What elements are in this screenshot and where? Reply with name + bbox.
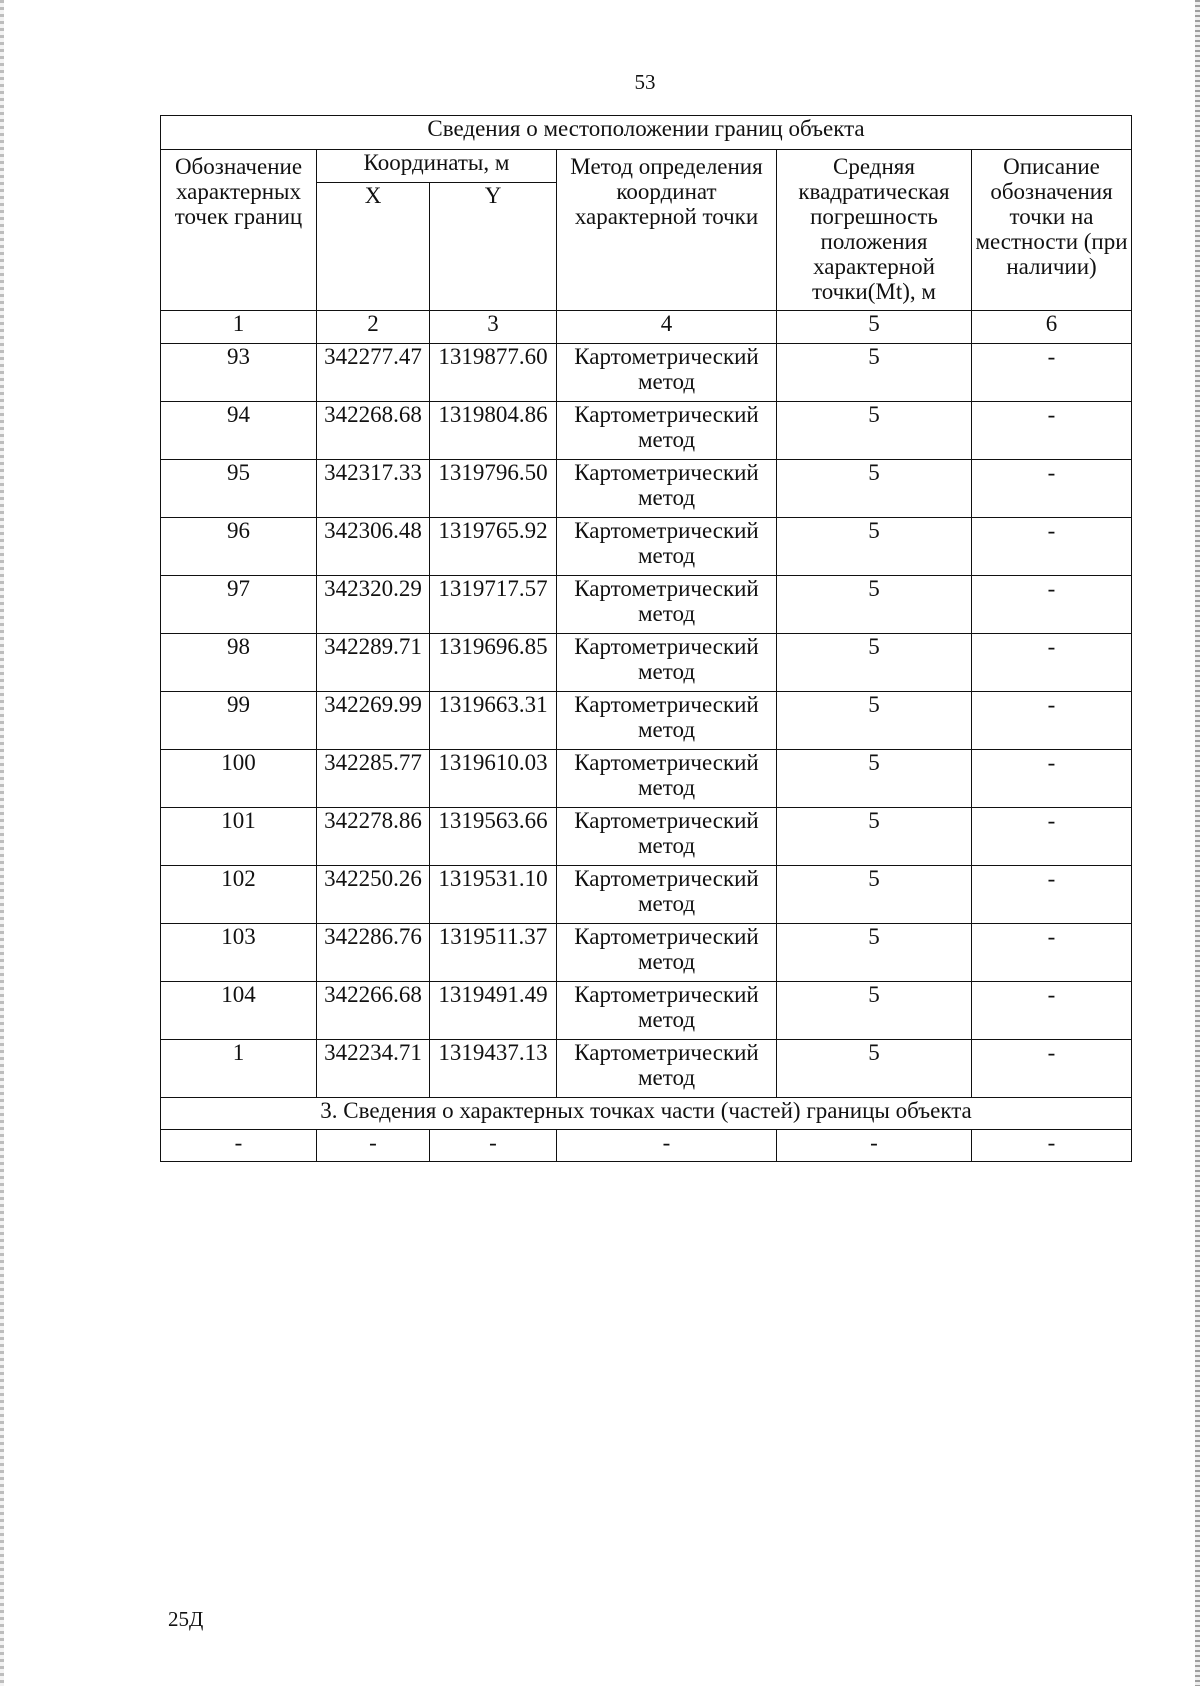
table-row xyxy=(161,808,1132,866)
cell-y: 1319717.57 xyxy=(430,576,557,634)
cell-mt: 5 xyxy=(777,692,972,750)
table-row xyxy=(161,518,1132,576)
cell-description: - xyxy=(972,1040,1132,1098)
column-number: 2 xyxy=(317,311,430,344)
column-number-row xyxy=(161,311,1132,344)
cell-x: 342320.29 xyxy=(317,576,430,634)
table-caption: Сведения о местоположении границ объекта xyxy=(161,116,1132,150)
boundary-points-table xyxy=(160,115,1132,1162)
cell-mt: 5 xyxy=(777,750,972,808)
cell-point: 103 xyxy=(161,924,317,982)
cell-method: Картометрический метод xyxy=(557,982,777,1040)
header-coordinates: Координаты, м xyxy=(317,150,557,183)
cell-point: 95 xyxy=(161,460,317,518)
cell-x: 342289.71 xyxy=(317,634,430,692)
cell-y: 1319796.50 xyxy=(430,460,557,518)
cell-x: 342277.47 xyxy=(317,344,430,402)
table-row xyxy=(161,460,1132,518)
cell-description: - xyxy=(972,518,1132,576)
cell-x: 342286.76 xyxy=(317,924,430,982)
cell-point: 96 xyxy=(161,518,317,576)
cell-y: 1319804.86 xyxy=(430,402,557,460)
column-number: 5 xyxy=(777,311,972,344)
cell-y: 1319610.03 xyxy=(430,750,557,808)
cell-description: - xyxy=(972,750,1132,808)
cell-description: - xyxy=(972,866,1132,924)
empty-cell: - xyxy=(430,1130,557,1162)
cell-mt: 5 xyxy=(777,982,972,1040)
cell-method: Картометрический метод xyxy=(557,460,777,518)
cell-point: 93 xyxy=(161,344,317,402)
cell-x: 342266.68 xyxy=(317,982,430,1040)
cell-description: - xyxy=(972,982,1132,1040)
cell-y: 1319563.66 xyxy=(430,808,557,866)
cell-mt: 5 xyxy=(777,866,972,924)
page-number: 53 xyxy=(634,70,656,94)
cell-description: - xyxy=(972,460,1132,518)
cell-description: - xyxy=(972,634,1132,692)
cell-y: 1319511.37 xyxy=(430,924,557,982)
cell-description: - xyxy=(972,402,1132,460)
cell-point: 104 xyxy=(161,982,317,1040)
empty-cell: - xyxy=(161,1130,317,1162)
cell-y: 1319491.49 xyxy=(430,982,557,1040)
column-number: 3 xyxy=(430,311,557,344)
cell-x: 342234.71 xyxy=(317,1040,430,1098)
cell-x: 342250.26 xyxy=(317,866,430,924)
cell-x: 342285.77 xyxy=(317,750,430,808)
table-row xyxy=(161,576,1132,634)
cell-mt: 5 xyxy=(777,402,972,460)
table-row xyxy=(161,924,1132,982)
table-row xyxy=(161,750,1132,808)
header-x: X xyxy=(317,182,430,310)
cell-method: Картометрический метод xyxy=(557,402,777,460)
column-number: 6 xyxy=(972,311,1132,344)
cell-y: 1319437.13 xyxy=(430,1040,557,1098)
cell-mt: 5 xyxy=(777,518,972,576)
cell-method: Картометрический метод xyxy=(557,808,777,866)
cell-method: Картометрический метод xyxy=(557,692,777,750)
cell-x: 342306.48 xyxy=(317,518,430,576)
empty-cell: - xyxy=(317,1130,430,1162)
cell-y: 1319765.92 xyxy=(430,518,557,576)
cell-description: - xyxy=(972,576,1132,634)
cell-method: Картометрический метод xyxy=(557,344,777,402)
cell-method: Картометрический метод xyxy=(557,634,777,692)
cell-y: 1319877.60 xyxy=(430,344,557,402)
cell-mt: 5 xyxy=(777,634,972,692)
scan-edge-right xyxy=(1195,0,1200,1686)
table-row xyxy=(161,866,1132,924)
cell-point: 98 xyxy=(161,634,317,692)
section-3-title: 3. Сведения о характерных точках части (частей) границы объекта xyxy=(161,1098,1132,1130)
table-row xyxy=(161,402,1132,460)
cell-point: 94 xyxy=(161,402,317,460)
empty-cell: - xyxy=(972,1130,1132,1162)
table-row xyxy=(161,634,1132,692)
cell-point: 97 xyxy=(161,576,317,634)
cell-method: Картометрический метод xyxy=(557,750,777,808)
cell-point: 1 xyxy=(161,1040,317,1098)
cell-y: 1319663.31 xyxy=(430,692,557,750)
cell-method: Картометрический метод xyxy=(557,518,777,576)
column-number: 1 xyxy=(161,311,317,344)
section-3-empty-row xyxy=(161,1130,1132,1162)
cell-mt: 5 xyxy=(777,808,972,866)
cell-point: 101 xyxy=(161,808,317,866)
footer-code: 25Д xyxy=(168,1607,204,1631)
cell-description: - xyxy=(972,924,1132,982)
cell-mt: 5 xyxy=(777,1040,972,1098)
empty-cell: - xyxy=(557,1130,777,1162)
header-error: Средняя квадратическая погрешность положения характерной точки(Mt), м xyxy=(777,150,972,311)
cell-y: 1319696.85 xyxy=(430,634,557,692)
cell-description: - xyxy=(972,692,1132,750)
header-designation: Обозначение характерных точек границ xyxy=(161,150,317,311)
cell-method: Картометрический метод xyxy=(557,1040,777,1098)
header-description: Описание обозначения точки на местности (при наличии) xyxy=(972,150,1132,311)
table-row xyxy=(161,1040,1132,1098)
empty-cell: - xyxy=(777,1130,972,1162)
cell-method: Картометрический метод xyxy=(557,576,777,634)
cell-point: 102 xyxy=(161,866,317,924)
cell-method: Картометрический метод xyxy=(557,924,777,982)
table-row xyxy=(161,982,1132,1040)
table-row xyxy=(161,344,1132,402)
cell-x: 342278.86 xyxy=(317,808,430,866)
cell-description: - xyxy=(972,344,1132,402)
section-3-row xyxy=(161,1098,1132,1130)
header-y: Y xyxy=(430,182,557,310)
column-number: 4 xyxy=(557,311,777,344)
cell-point: 99 xyxy=(161,692,317,750)
cell-y: 1319531.10 xyxy=(430,866,557,924)
cell-mt: 5 xyxy=(777,460,972,518)
cell-mt: 5 xyxy=(777,344,972,402)
header-method: Метод определения координат характерной точки xyxy=(557,150,777,311)
cell-x: 342268.68 xyxy=(317,402,430,460)
scan-edge-left xyxy=(0,0,4,1686)
cell-point: 100 xyxy=(161,750,317,808)
cell-mt: 5 xyxy=(777,924,972,982)
cell-method: Картометрический метод xyxy=(557,866,777,924)
table-row xyxy=(161,692,1132,750)
cell-mt: 5 xyxy=(777,576,972,634)
cell-x: 342269.99 xyxy=(317,692,430,750)
cell-x: 342317.33 xyxy=(317,460,430,518)
cell-description: - xyxy=(972,808,1132,866)
